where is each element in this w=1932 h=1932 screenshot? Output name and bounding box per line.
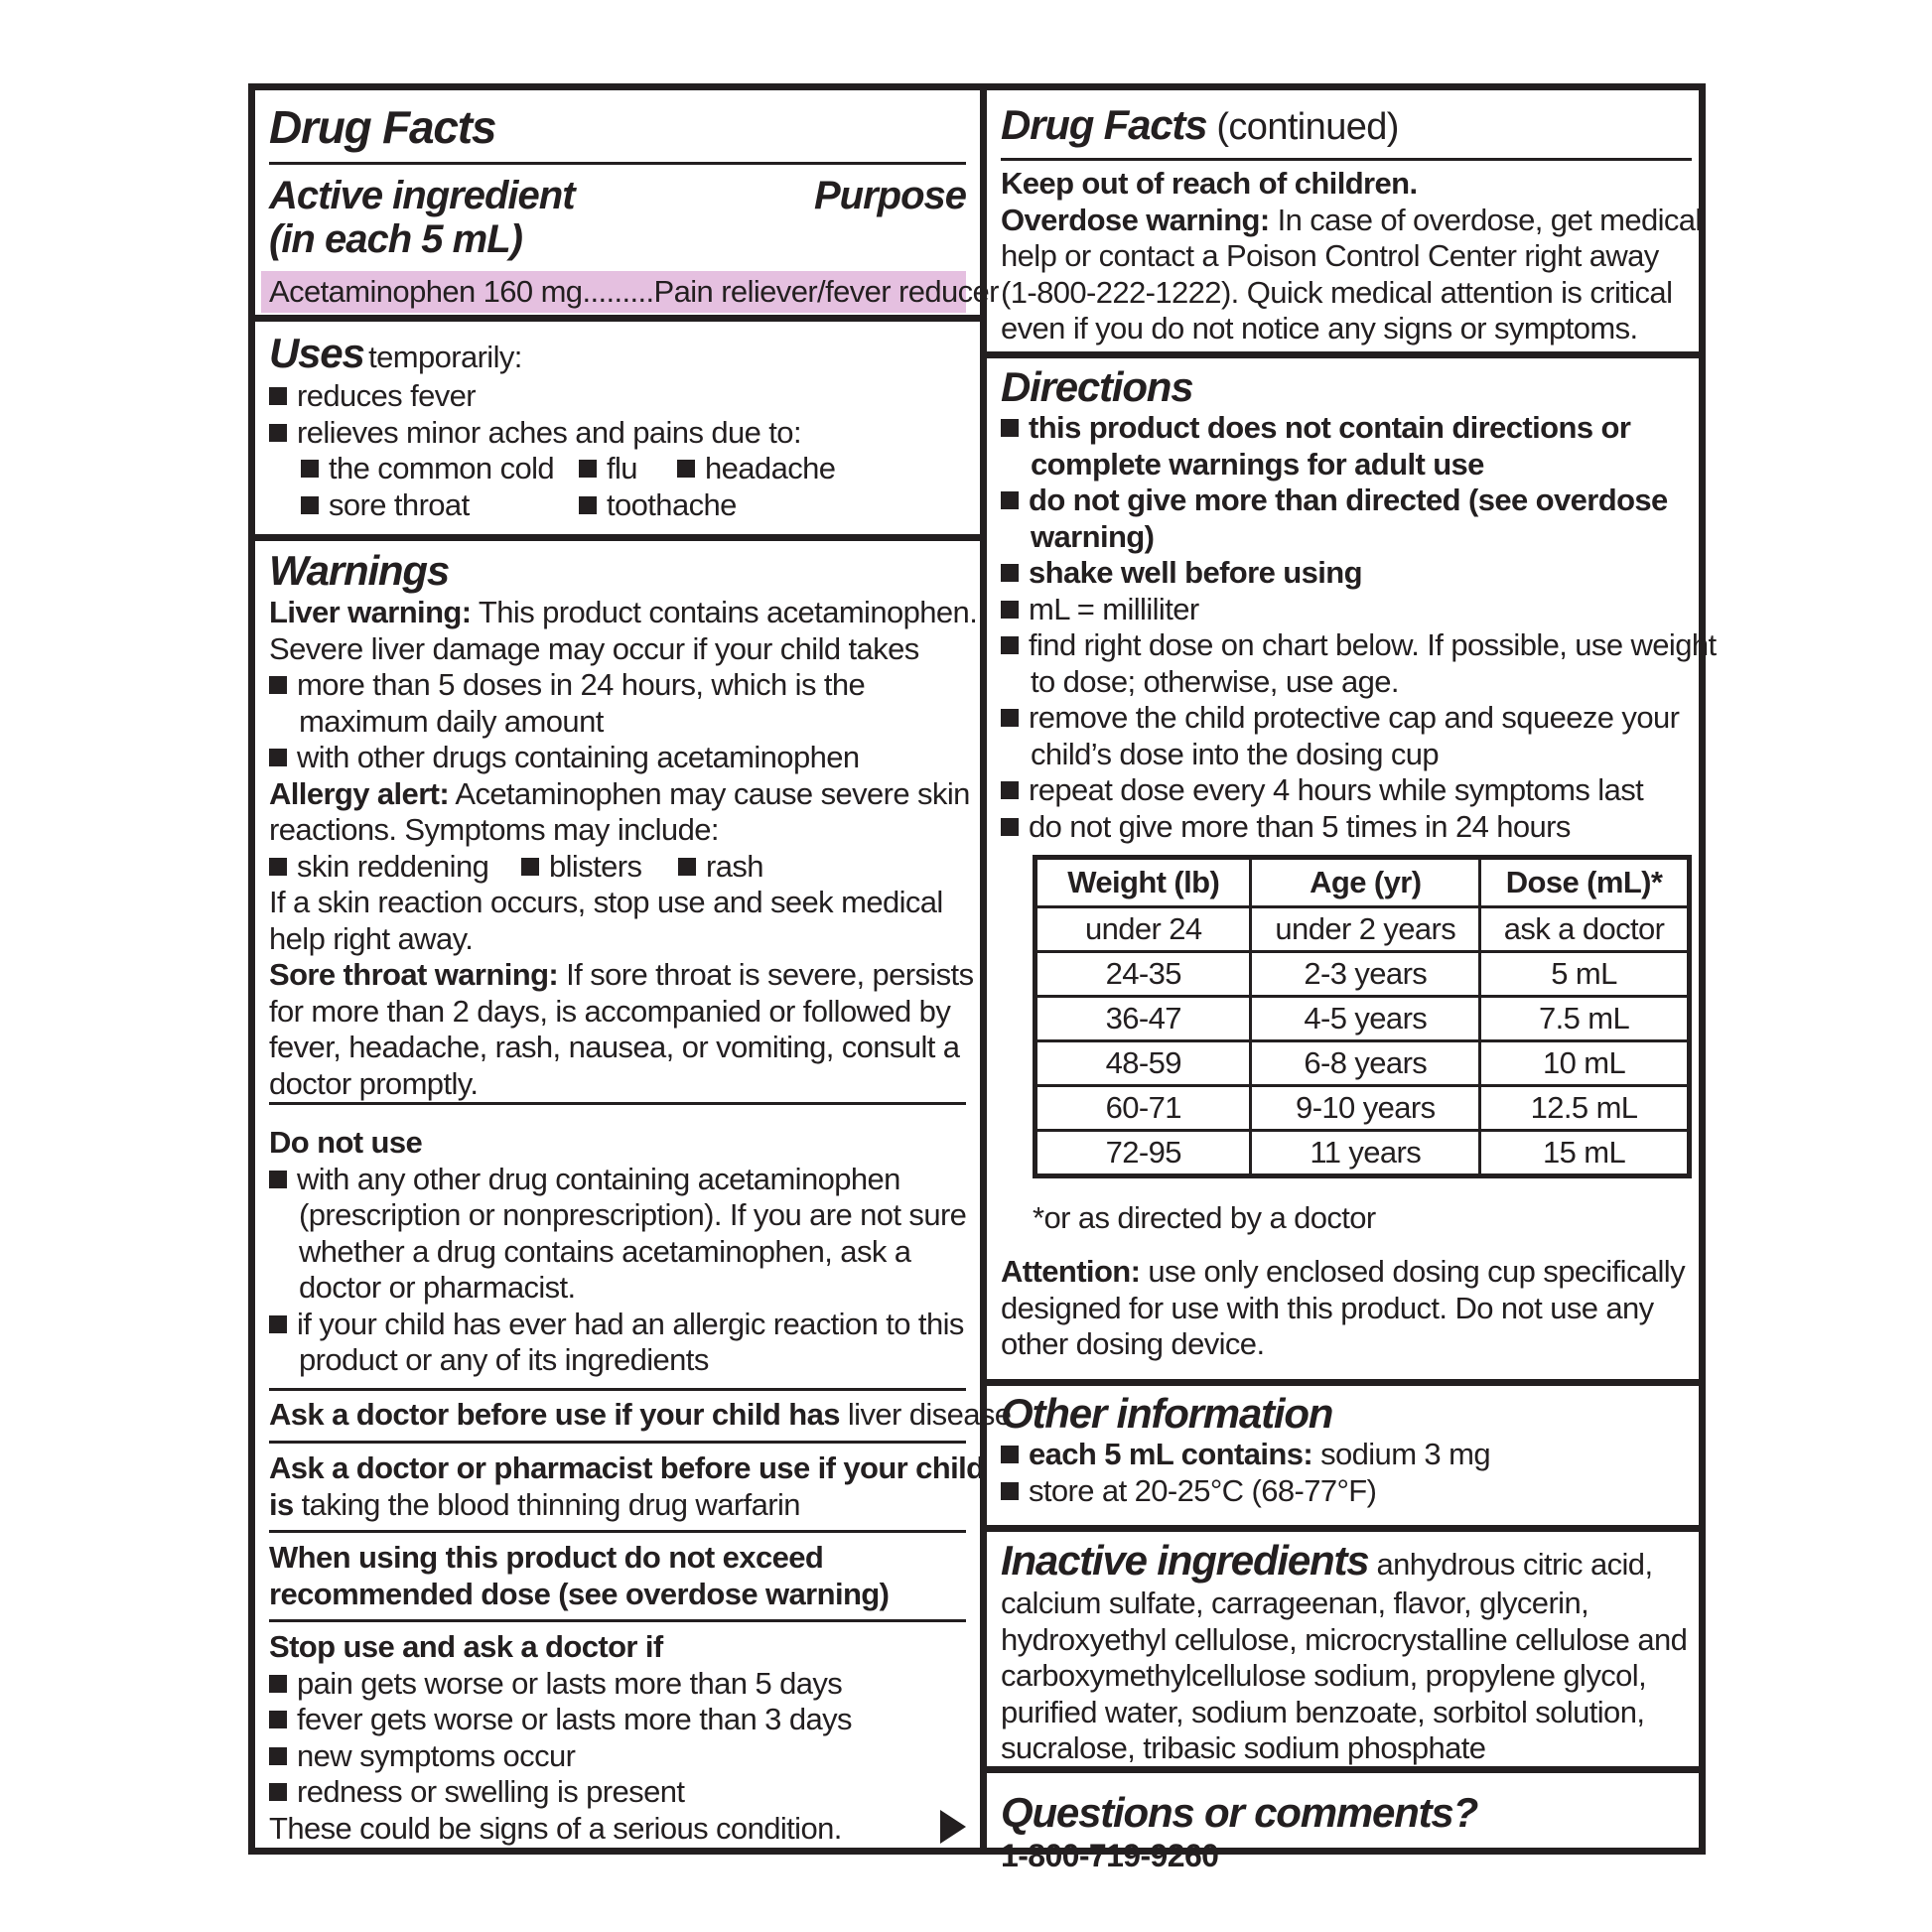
uses-section (255, 329, 980, 523)
questions-section (987, 1788, 1706, 1874)
square-bullet-icon (269, 1675, 287, 1693)
table-header-dose: Dose (mL)* (1480, 858, 1690, 907)
table-cell-age: 11 years (1251, 1131, 1480, 1176)
square-bullet-icon (269, 676, 287, 694)
square-bullet-icon (1001, 709, 1019, 727)
table-cell-weight: 48-59 (1035, 1041, 1251, 1086)
square-bullet-icon (1001, 564, 1019, 582)
table-row (1035, 907, 1690, 952)
direction-item: do not give more than 5 times in 24 hours (1029, 808, 1571, 844)
attention-text: use only enclosed dosing cup specifically (1140, 1254, 1685, 1289)
inactive-ingredients-text: sucralose, tribasic sodium phosphate (1001, 1730, 1486, 1765)
left-column (255, 90, 1012, 1848)
allergy-text: help right away. (269, 920, 474, 956)
drug-facts-title-continued: Drug Facts (1001, 101, 1207, 148)
square-bullet-icon (1001, 636, 1019, 654)
active-ingredient-heading: Active ingredient (269, 174, 575, 217)
overdose-text: even if you do not notice any signs or symptoms. (1001, 311, 1638, 345)
uses-item: reduces fever (297, 378, 477, 413)
table-cell-weight: 36-47 (1035, 997, 1251, 1041)
square-bullet-icon (269, 1171, 287, 1188)
uses-subitem: toothache (607, 486, 737, 522)
table-row (1035, 1131, 1690, 1176)
inactive-ingredients-text: purified water, sodium benzoate, sorbitol solution, (1001, 1694, 1645, 1729)
sore-throat-text: If sore throat is severe, persists (558, 957, 974, 992)
other-info-text: sodium 3 mg (1312, 1437, 1490, 1471)
allergy-text: If a skin reaction occurs, stop use and seek medical (269, 885, 943, 919)
table-cell-weight: 24-35 (1035, 952, 1251, 997)
ask-doctor-label: Ask a doctor before use if your child has (269, 1397, 840, 1432)
divider (1001, 158, 1692, 161)
allergy-symptom: skin reddening (297, 848, 489, 884)
sore-throat-text: fever, headache, rash, nausea, or vomiting, consult a (269, 1030, 960, 1064)
table-row (1035, 997, 1690, 1041)
square-bullet-icon (269, 1783, 287, 1801)
square-bullet-icon (521, 858, 539, 876)
attention-label: Attention: (1001, 1254, 1141, 1289)
overdose-text: help or contact a Poison Control Center right away (1001, 238, 1659, 273)
divider (269, 1441, 966, 1444)
divider (269, 162, 966, 165)
divider (269, 1530, 966, 1533)
title-section (255, 90, 980, 162)
square-bullet-icon (1001, 491, 1019, 509)
directions-heading: Directions (1001, 363, 1193, 410)
table-header-weight: Weight (lb) (1035, 858, 1251, 907)
overdose-text: In case of overdose, get medical (1269, 202, 1702, 237)
right-column (980, 90, 1717, 1873)
inactive-ingredients-text: anhydrous citric acid, (1368, 1547, 1653, 1582)
square-bullet-icon (269, 1315, 287, 1333)
table-note: *or as directed by a doctor (1033, 1200, 1376, 1235)
divider (269, 1619, 966, 1622)
square-bullet-icon (1001, 601, 1019, 619)
square-bullet-icon (677, 460, 695, 478)
square-bullet-icon (269, 387, 287, 405)
square-bullet-icon (579, 460, 597, 478)
uses-subitem: the common cold (329, 451, 555, 485)
dosing-table-header (1035, 858, 1690, 907)
attention-text: other dosing device. (1001, 1326, 1265, 1361)
square-bullet-icon (678, 858, 696, 876)
drug-facts-title: Drug Facts (269, 101, 496, 153)
continued-title-section (987, 100, 1706, 150)
other-information-heading: Other information (1001, 1390, 1333, 1437)
stop-use-heading: Stop use and ask a doctor if (269, 1629, 663, 1664)
do-not-use-item: with any other drug containing acetaminophen (297, 1161, 900, 1196)
ask-pharmacist-text: taking the blood thinning drug warfarin (293, 1486, 800, 1522)
section-divider (987, 351, 1706, 358)
direction-item: this product does not contain directions or (1029, 410, 1631, 445)
section-divider (255, 315, 980, 322)
section-divider (255, 534, 980, 541)
square-bullet-icon (1001, 419, 1019, 437)
square-bullet-icon (1001, 1446, 1019, 1463)
sore-throat-text: doctor promptly. (269, 1065, 479, 1101)
other-information-section (987, 1391, 1706, 1509)
ask-pharmacist-label: is (269, 1486, 294, 1522)
stop-use-section (255, 1629, 980, 1847)
stop-use-item: pain gets worse or lasts more than 5 days (297, 1665, 843, 1701)
direction-item: remove the child protective cap and squeeze your (1029, 700, 1680, 735)
active-ingredient-subheading: (in each 5 mL) (269, 217, 522, 261)
stop-use-item: redness or swelling is present (297, 1774, 685, 1809)
sore-throat-text: for more than 2 days, is accompanied or followed by (269, 993, 951, 1029)
direction-item: repeat dose every 4 hours while symptoms last (1029, 772, 1644, 807)
table-cell-age: 2-3 years (1251, 952, 1480, 997)
table-cell-dose: 10 mL (1480, 1041, 1690, 1086)
table-cell-age: under 2 years (1251, 907, 1480, 952)
direction-item-cont: to dose; otherwise, use age. (1031, 663, 1399, 699)
attention-section (987, 1254, 1706, 1363)
stop-use-item: fever gets worse or lasts more than 3 days (297, 1702, 852, 1736)
square-bullet-icon (1001, 781, 1019, 799)
direction-item-cont: child’s dose into the dosing cup (1031, 736, 1440, 771)
square-bullet-icon (301, 496, 319, 514)
direction-item-cont: warning) (1031, 518, 1155, 554)
purpose-heading: Purpose (813, 174, 966, 217)
attention-text: designed for use with this product. Do not use any (1001, 1290, 1654, 1325)
ask-doctor-text: liver disease (839, 1397, 1012, 1432)
inactive-ingredients-text: carboxymethylcellulose sodium, propylene glycol, (1001, 1658, 1647, 1693)
allergy-text: Acetaminophen may cause severe skin (449, 775, 970, 811)
directions-section (987, 363, 1717, 845)
inactive-ingredients-text: hydroxyethyl cellulose, microcrystalline cellulose and (1001, 1621, 1688, 1657)
liver-bullet: more than 5 doses in 24 hours, which is the (297, 667, 866, 702)
uses-subitem: headache (705, 451, 836, 485)
continued-label: (continued) (1206, 106, 1399, 148)
allergy-alert-label: Allergy alert: (269, 775, 450, 811)
liver-warning-label: Liver warning: (269, 595, 472, 629)
direction-item: do not give more than directed (see overdose (1029, 483, 1668, 517)
sore-throat-label: Sore throat warning: (269, 957, 559, 992)
other-info-label: each 5 mL contains: (1029, 1437, 1313, 1471)
square-bullet-icon (269, 1747, 287, 1765)
table-cell-dose: 7.5 mL (1480, 997, 1690, 1041)
warnings-heading: Warnings (269, 547, 449, 594)
do-not-use-item-cont: whether a drug contains acetaminophen, ask a (299, 1233, 911, 1269)
square-bullet-icon (1001, 1482, 1019, 1500)
liver-warning-text: Severe liver damage may occur if your child takes (269, 630, 919, 666)
section-divider (987, 1525, 1706, 1532)
square-bullet-icon (269, 858, 287, 876)
active-ingredient-line: Acetaminophen 160 mg.........Pain reliever/fever reducer (261, 271, 966, 313)
drug-facts-panel (248, 83, 1717, 1873)
table-cell-weight: under 24 (1035, 907, 1251, 952)
table-cell-weight: 60-71 (1035, 1086, 1251, 1131)
liver-bullet-cont: maximum daily amount (299, 703, 604, 739)
divider (269, 1102, 966, 1105)
overdose-label: Overdose warning: (1001, 202, 1270, 237)
square-bullet-icon (579, 496, 597, 514)
table-row (1035, 952, 1690, 997)
table-cell-dose: 12.5 mL (1480, 1086, 1690, 1131)
square-bullet-icon (1001, 818, 1019, 836)
direction-item: find right dose on chart below. If possible, use weight (1029, 627, 1717, 662)
divider (269, 1388, 966, 1391)
section-divider (987, 1766, 1706, 1773)
stop-use-note: These could be signs of a serious condition. (269, 1810, 842, 1846)
do-not-use-item-cont: doctor or pharmacist. (299, 1270, 576, 1305)
uses-subitem: flu (607, 451, 637, 485)
liver-bullet: with other drugs containing acetaminophen (297, 740, 860, 774)
section-divider (987, 1379, 1706, 1386)
continue-arrow-icon (940, 1810, 966, 1844)
uses-intro: temporarily: (368, 340, 522, 374)
ask-doctor-section (255, 1397, 1012, 1434)
table-cell-weight: 72-95 (1035, 1131, 1251, 1176)
keep-out-text: Keep out of reach of children. (1001, 166, 1418, 201)
dosing-table (1033, 855, 1692, 1178)
table-cell-dose: ask a doctor (1480, 907, 1690, 952)
liver-warning-text: This product contains acetaminophen. (471, 595, 978, 629)
allergy-text: reactions. Symptoms may include: (269, 812, 719, 847)
overdose-text: (1-800-222-1222). Quick medical attention is critical (1001, 274, 1673, 310)
ask-pharmacist-label: Ask a doctor or pharmacist before use if your child (269, 1450, 985, 1485)
ask-pharmacist-section (255, 1450, 985, 1523)
square-bullet-icon (269, 749, 287, 766)
direction-item: mL = milliliter (1029, 591, 1199, 626)
square-bullet-icon (301, 460, 319, 478)
table-cell-dose: 5 mL (1480, 952, 1690, 997)
table-cell-age: 9-10 years (1251, 1086, 1480, 1131)
do-not-use-item-cont: product or any of its ingredients (299, 1342, 709, 1377)
square-bullet-icon (269, 1711, 287, 1728)
table-cell-dose: 15 mL (1480, 1131, 1690, 1176)
direction-item-cont: complete warnings for adult use (1031, 446, 1484, 482)
do-not-use-heading: Do not use (269, 1125, 423, 1160)
inactive-ingredients-section (987, 1536, 1706, 1767)
when-using-text: recommended dose (see overdose warning) (269, 1576, 890, 1611)
other-info-text: store at 20-25°C (68-77°F) (1029, 1472, 1377, 1508)
inactive-ingredients-heading: Inactive ingredients (1001, 1537, 1369, 1584)
allergy-symptom: rash (706, 848, 763, 884)
do-not-use-item-cont: (prescription or nonprescription). If you are not sure (299, 1197, 967, 1232)
table-cell-age: 4-5 years (1251, 997, 1480, 1041)
uses-item: relieves minor aches and pains due to: (297, 414, 801, 450)
direction-item: shake well before using (1029, 555, 1362, 590)
questions-phone: 1-800-719-9260 (1001, 1838, 1219, 1873)
do-not-use-section (255, 1125, 980, 1379)
inactive-ingredients-text: calcium sulfate, carrageenan, flavor, glycerin, (1001, 1586, 1589, 1620)
uses-heading: Uses (269, 330, 364, 376)
do-not-use-item: if your child has ever had an allergic reaction to this (297, 1306, 964, 1341)
when-using-section (255, 1540, 980, 1612)
when-using-text: When using this product do not exceed (269, 1540, 824, 1575)
keep-out-section (987, 166, 1706, 347)
table-row (1035, 1041, 1690, 1086)
allergy-symptom: blisters (549, 848, 642, 884)
table-cell-age: 6-8 years (1251, 1041, 1480, 1086)
table-row (1035, 1086, 1690, 1131)
uses-subitem: sore throat (329, 486, 470, 522)
stop-use-item: new symptoms occur (297, 1737, 576, 1773)
table-header-age: Age (yr) (1251, 858, 1480, 907)
questions-heading: Questions or comments? (1001, 1789, 1478, 1836)
warnings-section (255, 547, 980, 1102)
square-bullet-icon (269, 424, 287, 442)
